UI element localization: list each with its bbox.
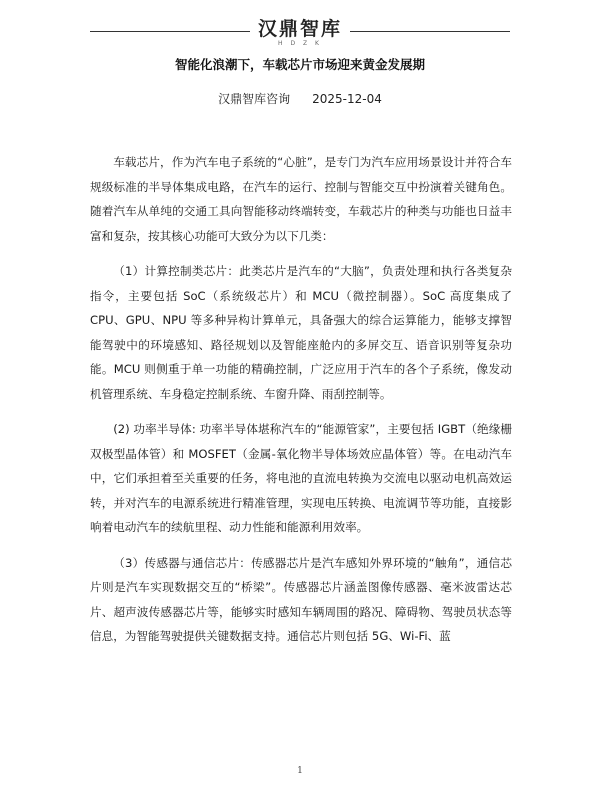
logo-name: 汉鼎智库: [257, 18, 342, 40]
date: 2025-12-04: [312, 92, 382, 106]
logo-rule-left: [90, 31, 250, 32]
document-meta: [0, 90, 600, 107]
paragraph-intro: 车载芯片，作为汽车电子系统的“心脏”，是专门为汽车应用场景设计并符合车规级标准的半导体集成电路，在汽车的运行、控制与智能交互中扮演着关键角色。随着汽车从单纯的交通工具向智能移动终端转变，车载芯片的种类与功能也日益丰富和复杂，按其核心功能可大致分为以下几类：: [90, 155, 512, 243]
logo-subtitle: H D Z K: [278, 40, 322, 47]
paragraph-sensor-comm-chips: （3）传感器与通信芯片：传感器芯片是汽车感知外界环境的“触角”，通信芯片则是汽车实现数据交互的“桥梁”。传感器芯片涵盖图像传感器、毫米波雷达芯片、超声波传感器芯片等，能够实时感知车辆周围的路况、障碍物、驾驶员状态等信息，为智能驾驶提供关键数据支持。通信芯片则包括 5G、Wi-Fi、蓝: [90, 555, 512, 643]
author: 汉鼎智库咨询: [218, 92, 291, 106]
paragraph-compute-chips: （1）计算控制类芯片：此类芯片是汽车的“大脑”，负责处理和执行各类复杂指令，主要包括 SoC（系统级芯片）和 MCU（微控制器）。SoC 高度集成了 CPU、GPU、NPU 等多种异构计算单元，具备强大的综合运算能力，能够支撑智能驾驶中的环境感知、路径规划以及智能座舱内的多屏交互、语音识别等复杂功能。MCU 则侧重于单一功能的精确控制，广泛应用于汽车的各个子系统，像发动机管理系统、车身稳定控制系统、车窗升降、雨刮控制等。: [90, 264, 512, 401]
page-number: 1: [297, 766, 303, 776]
document-title: 智能化浪潮下，车载芯片市场迎来黄金发展期: [174, 57, 425, 72]
paragraph-power-semiconductors: (2) 功率半导体: 功率半导体堪称汽车的“能源管家”，主要包括 IGBT（绝缘栅双极型晶体管）和 MOSFET（金属-氧化物半导体场效应晶体管）等。在电动汽车中，它们承担着至关重要的任务，将电池的直流电转换为交流电以驱动电机高效运转，并对汽车的电源系统进行精准管理，实现电压转换、电流调节等功能，直接影响着电动汽车的续航里程、动力性能和能源利用效率。: [90, 422, 512, 534]
document-body: [90, 150, 512, 649]
logo-rule-right: [350, 31, 510, 32]
header-logo: [90, 18, 510, 48]
